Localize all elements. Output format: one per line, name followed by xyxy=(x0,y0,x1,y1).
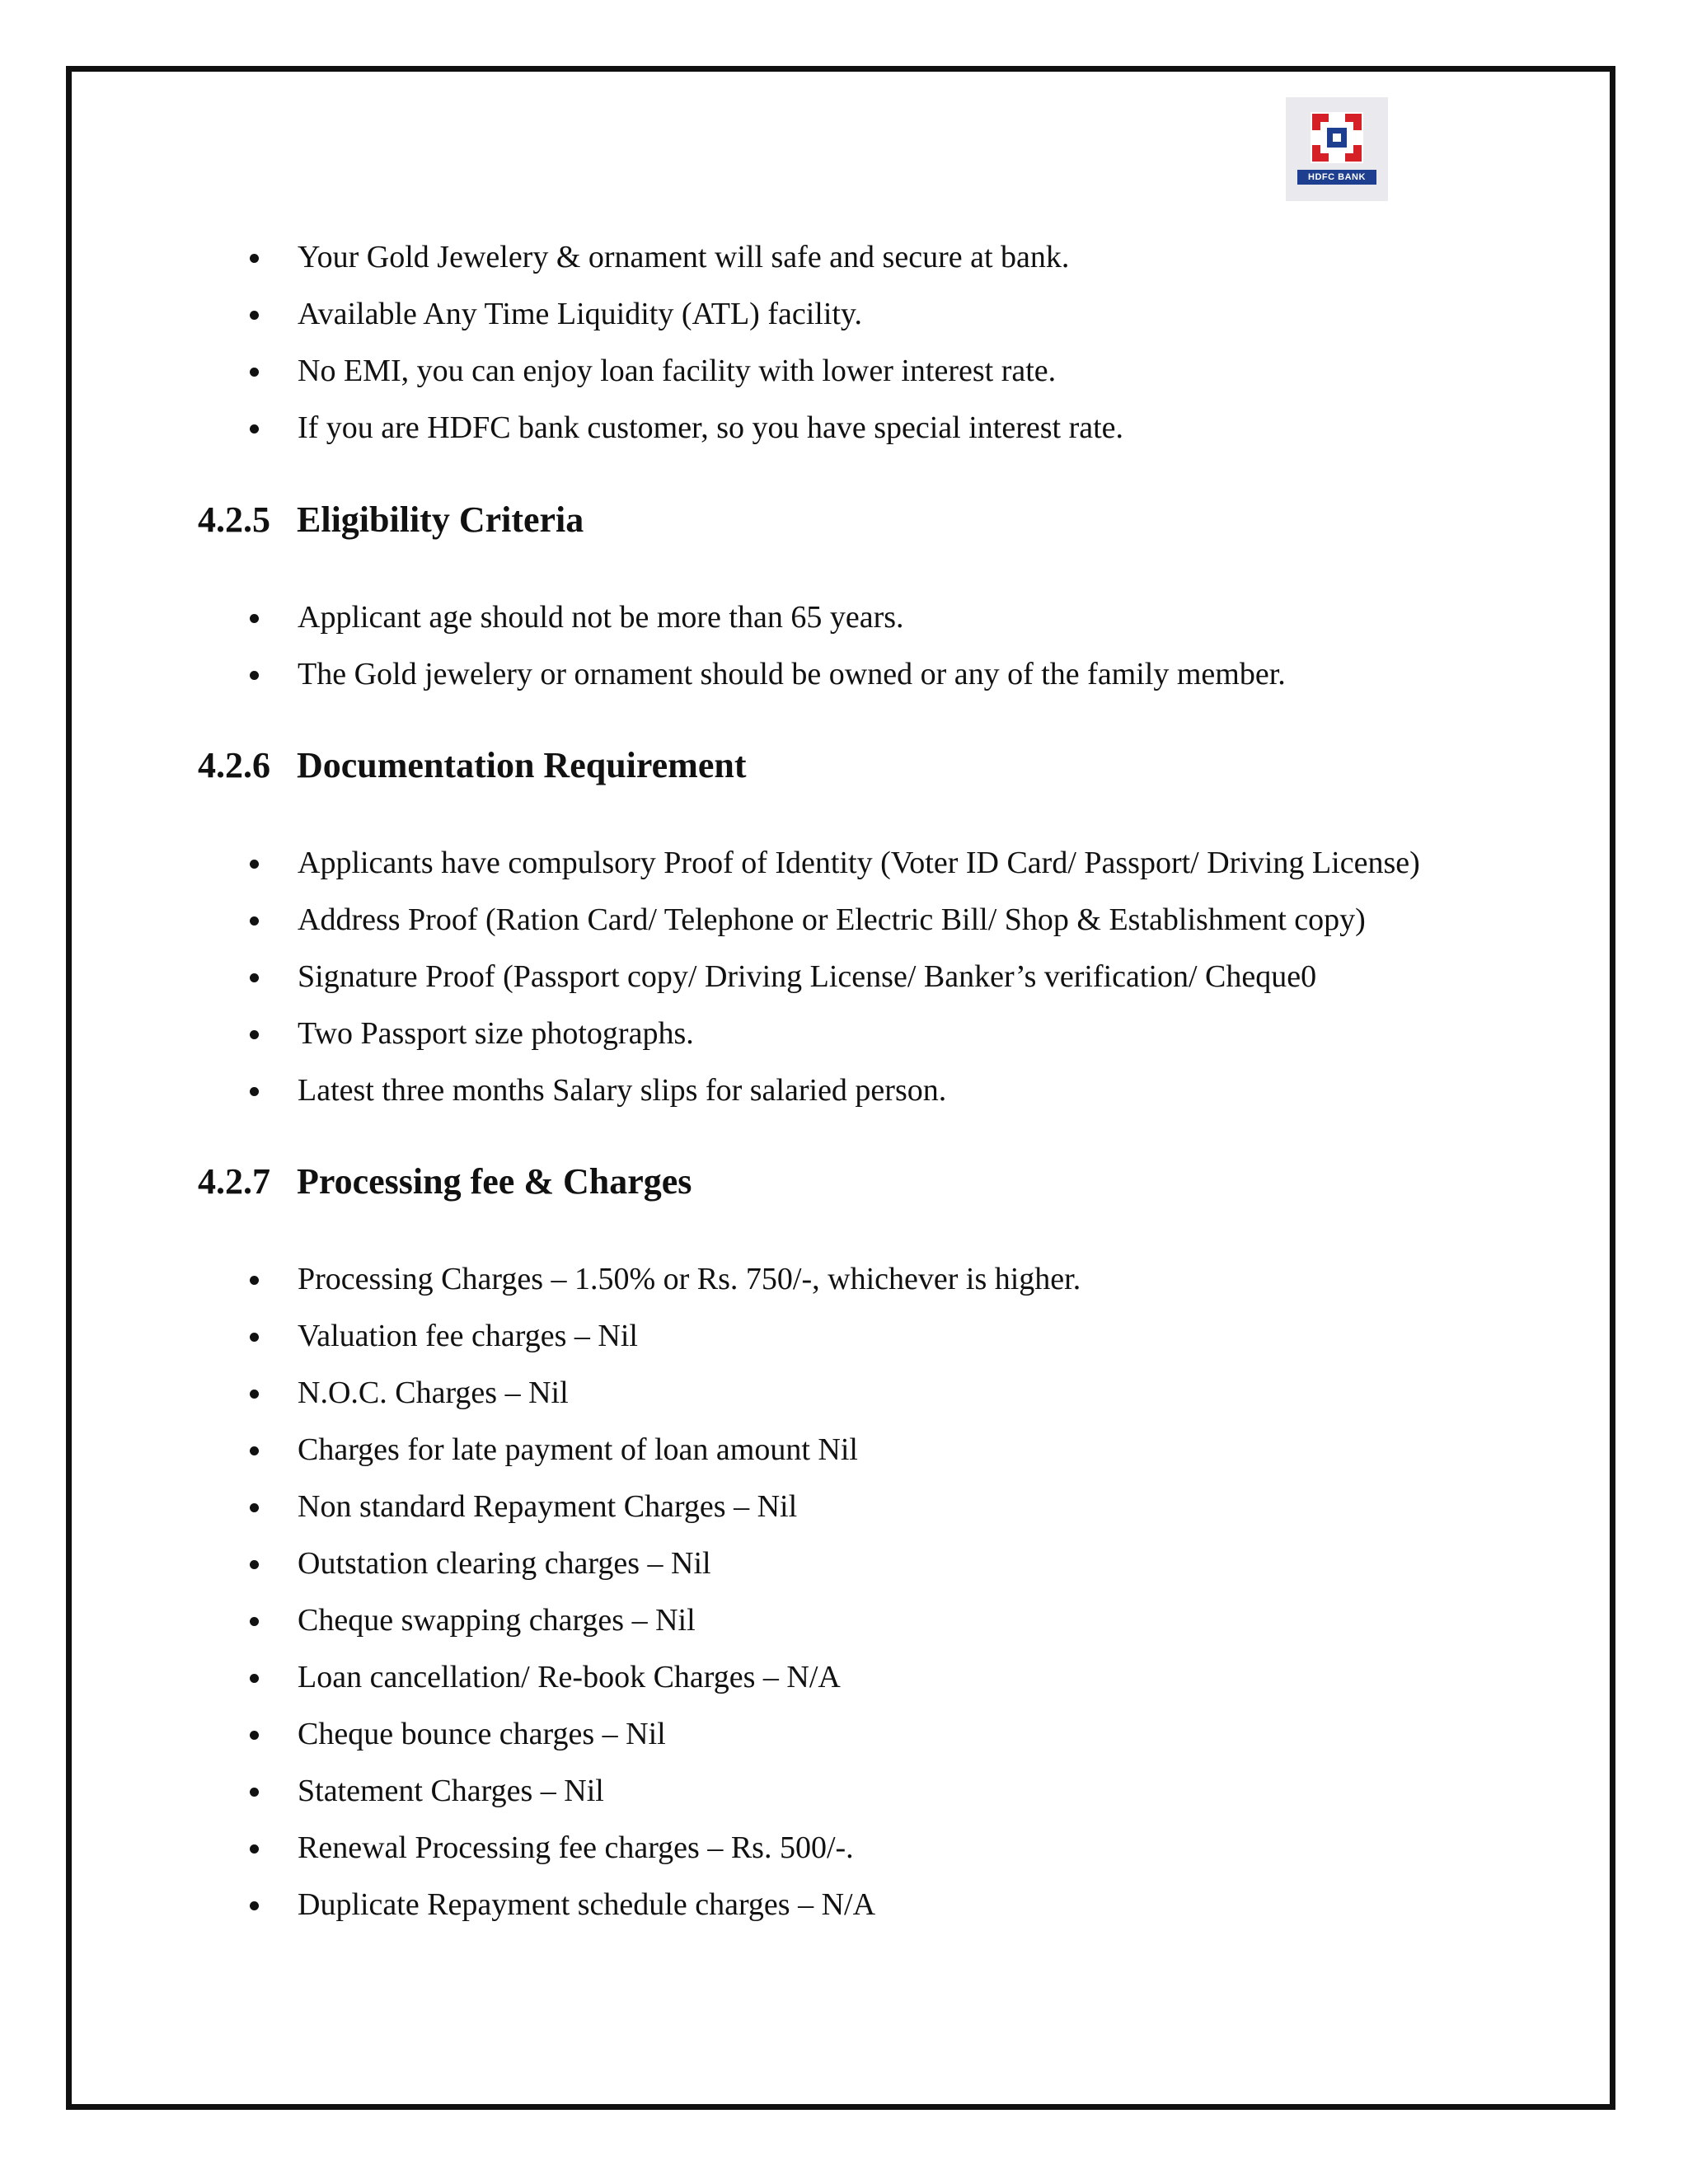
section-number: 4.2.6 xyxy=(198,745,270,785)
bullet-icon xyxy=(250,1617,259,1626)
charges-bullet-list xyxy=(198,1251,1533,1933)
bullet-icon xyxy=(250,311,259,320)
logo-text: HDFC BANK xyxy=(1297,170,1376,185)
list-item: Cheque bounce charges – Nil xyxy=(198,1706,1533,1763)
list-item: Non standard Repayment Charges – Nil xyxy=(198,1479,1533,1535)
section-title: Eligibility Criteria xyxy=(297,499,584,540)
list-item: Processing Charges – 1.50% or Rs. 750/-, whichever is higher. xyxy=(198,1251,1533,1308)
bullet-icon xyxy=(250,1030,259,1039)
bullet-icon xyxy=(250,1731,259,1740)
list-item: Your Gold Jewelery & ornament will safe and secure at bank. xyxy=(198,229,1533,286)
bullet-icon xyxy=(250,1560,259,1569)
bullet-icon xyxy=(250,1333,259,1342)
list-item: Outstation clearing charges – Nil xyxy=(198,1535,1533,1592)
bullet-icon xyxy=(250,671,259,680)
eligibility-bullet-list xyxy=(198,589,1533,703)
list-item: The Gold jewelery or ornament should be owned or any of the family member. xyxy=(198,646,1533,703)
bullet-icon xyxy=(250,860,259,869)
list-item: Signature Proof (Passport copy/ Driving License/ Banker’s verification/ Cheque0 xyxy=(198,949,1533,1005)
section-heading-documentation xyxy=(198,741,1533,790)
bullet-icon xyxy=(250,1788,259,1797)
intro-bullet-list xyxy=(198,229,1533,457)
list-item: If you are HDFC bank customer, so you have special interest rate. xyxy=(198,400,1533,457)
list-item: Renewal Processing fee charges – Rs. 500/-. xyxy=(198,1820,1533,1877)
bullet-icon xyxy=(250,254,259,263)
bullet-icon xyxy=(250,424,259,434)
list-item: Applicant age should not be more than 65 years. xyxy=(198,589,1533,646)
list-item: Charges for late payment of loan amount Nil xyxy=(198,1422,1533,1479)
list-item: Available Any Time Liquidity (ATL) facility. xyxy=(198,286,1533,343)
list-item: N.O.C. Charges – Nil xyxy=(198,1365,1533,1422)
section-heading-processing-fee xyxy=(198,1157,1533,1207)
list-item: Loan cancellation/ Re-book Charges – N/A xyxy=(198,1649,1533,1706)
hdfc-bank-logo xyxy=(1286,97,1388,201)
hdfc-logo-icon xyxy=(1311,112,1363,163)
bullet-icon xyxy=(250,1276,259,1285)
bullet-icon xyxy=(250,614,259,623)
document-content xyxy=(198,229,1533,1933)
list-item: No EMI, you can enjoy loan facility with lower interest rate. xyxy=(198,343,1533,400)
bullet-icon xyxy=(250,1087,259,1096)
section-heading-eligibility xyxy=(198,495,1533,545)
bullet-icon xyxy=(250,1446,259,1455)
section-title: Documentation Requirement xyxy=(297,745,747,785)
bullet-icon xyxy=(250,1674,259,1683)
bullet-icon xyxy=(250,1844,259,1854)
bullet-icon xyxy=(250,916,259,926)
bullet-icon xyxy=(250,1901,259,1910)
bullet-icon xyxy=(250,1503,259,1512)
list-item: Applicants have compulsory Proof of Identity (Voter ID Card/ Passport/ Driving License) xyxy=(198,835,1533,892)
list-item: Statement Charges – Nil xyxy=(198,1763,1533,1820)
section-number: 4.2.5 xyxy=(198,499,270,540)
section-number: 4.2.7 xyxy=(198,1161,270,1202)
list-item: Valuation fee charges – Nil xyxy=(198,1308,1533,1365)
documentation-bullet-list xyxy=(198,835,1533,1119)
list-item: Duplicate Repayment schedule charges – N/A xyxy=(198,1877,1533,1933)
bullet-icon xyxy=(250,368,259,377)
list-item: Latest three months Salary slips for salaried person. xyxy=(198,1062,1533,1119)
list-item: Address Proof (Ration Card/ Telephone or Electric Bill/ Shop & Establishment copy) xyxy=(198,892,1533,949)
list-item: Two Passport size photographs. xyxy=(198,1005,1533,1062)
list-item: Cheque swapping charges – Nil xyxy=(198,1592,1533,1649)
bullet-icon xyxy=(250,973,259,982)
section-title: Processing fee & Charges xyxy=(297,1161,692,1202)
bullet-icon xyxy=(250,1390,259,1399)
